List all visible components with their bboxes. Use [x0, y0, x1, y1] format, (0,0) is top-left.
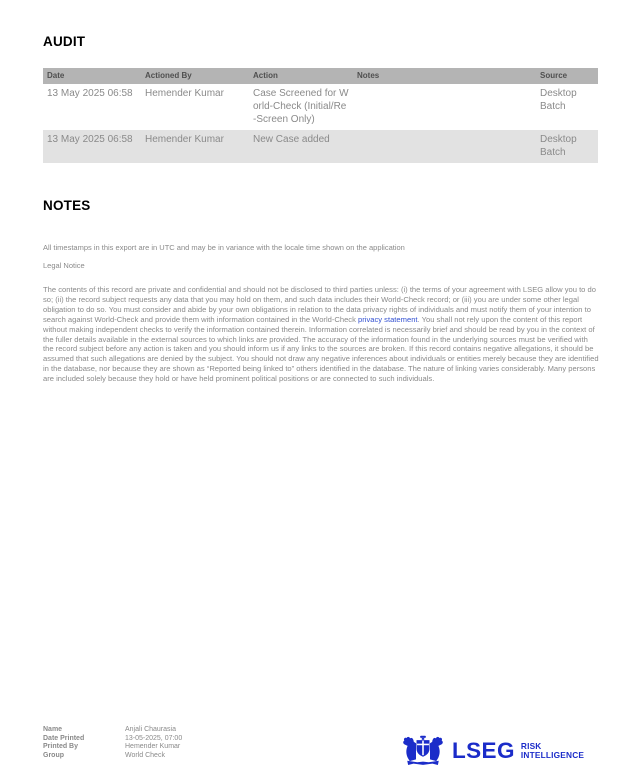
print-info-value-group: World Check [125, 751, 165, 759]
legal-notice-text [43, 285, 599, 384]
cell-action: New Case added [249, 130, 353, 163]
column-header-date: Date [43, 68, 141, 84]
audit-table-row [43, 130, 598, 163]
audit-table [43, 68, 598, 163]
notes-section-title: NOTES [43, 198, 91, 213]
print-info-label-group: Group [43, 751, 64, 759]
print-info-label-printed-by: Printed By [43, 743, 79, 751]
lseg-logo [402, 735, 584, 767]
audit-table-header-row [43, 68, 598, 84]
timestamp-disclaimer: All timestamps in this export are in UTC and may be in variance with the locale time shown on the application [43, 243, 405, 252]
cell-source: Desktop Batch [536, 130, 598, 163]
legal-text-before: The contents of this record are private and confidential and should not be disclosed to third parties unless: (i) the terms of your agreement with LSEG allow you to do so; (ii) the record subject requests any data that you may hold on them, and such data includes their World-Check record; or (iii) you are under some other legal obligation to do so. You must consider and abide by your own obligations in relation to the data privacy rights of individuals and must notify them of your intention to search against World-Check and provide them with information contained in the World-Check [43, 285, 596, 324]
print-info-block [43, 726, 182, 760]
print-info-value-printed-by: Hemender Kumar [125, 743, 181, 751]
cell-action: Case Screened for World-Check (Initial/Re-Screen Only) [249, 84, 353, 130]
column-header-source: Source [536, 68, 598, 84]
cell-date: 13 May 2025 06:58 [43, 130, 141, 163]
lseg-wordmark: LSEG [452, 738, 515, 763]
print-info-value-date-printed: 13-05-2025, 07:00 [125, 734, 183, 742]
cell-actioned-by: Hemender Kumar [141, 84, 249, 130]
lseg-tagline-line2: INTELLIGENCE [520, 750, 585, 760]
audit-table-row [43, 84, 598, 130]
cell-actioned-by: Hemender Kumar [141, 130, 249, 163]
column-header-notes: Notes [353, 68, 536, 84]
cell-notes [353, 130, 536, 163]
cell-date: 13 May 2025 06:58 [43, 84, 141, 130]
print-info-label-date-printed: Date Printed [43, 734, 85, 742]
column-header-action: Action [249, 68, 353, 84]
privacy-statement-link[interactable]: privacy statement [358, 314, 418, 324]
cell-source: Desktop Batch [536, 84, 598, 130]
print-info-label-name: Name [43, 726, 63, 733]
column-header-actioned-by: Actioned By [141, 68, 249, 84]
print-info-value-name: Anjali Chaurasia [125, 726, 176, 733]
lseg-tagline-line1: RISK [520, 740, 542, 751]
legal-notice-label: Legal Notice [43, 261, 85, 270]
cell-notes [353, 84, 536, 130]
lseg-crest-icon [402, 735, 444, 767]
audit-section-title: AUDIT [43, 34, 86, 49]
lseg-tagline [521, 742, 584, 761]
legal-text-after: . You shall not rely upon the content of this report without making independent checks to verify the information contained therein. Information correlated is necessarily brief and should be read by you in the context of the fuller details available in the external sources to which links are provided. The accuracy of the information found in the underlying sources must be verified with the record subject before any action is taken and you should inform us if any links to the sources are broken. If this record contains negative allegations, it should be assumed that such allegations are denied by the subject. You should not draw any negative inferences about individuals or entities merely because they are identified in the database, nor because they are shown as “Reported being linked to” others identified in the database. The nature of linking varies considerably. Many persons are included solely because they hold or have held prominent political positions or are connected to such individuals. [43, 314, 599, 384]
